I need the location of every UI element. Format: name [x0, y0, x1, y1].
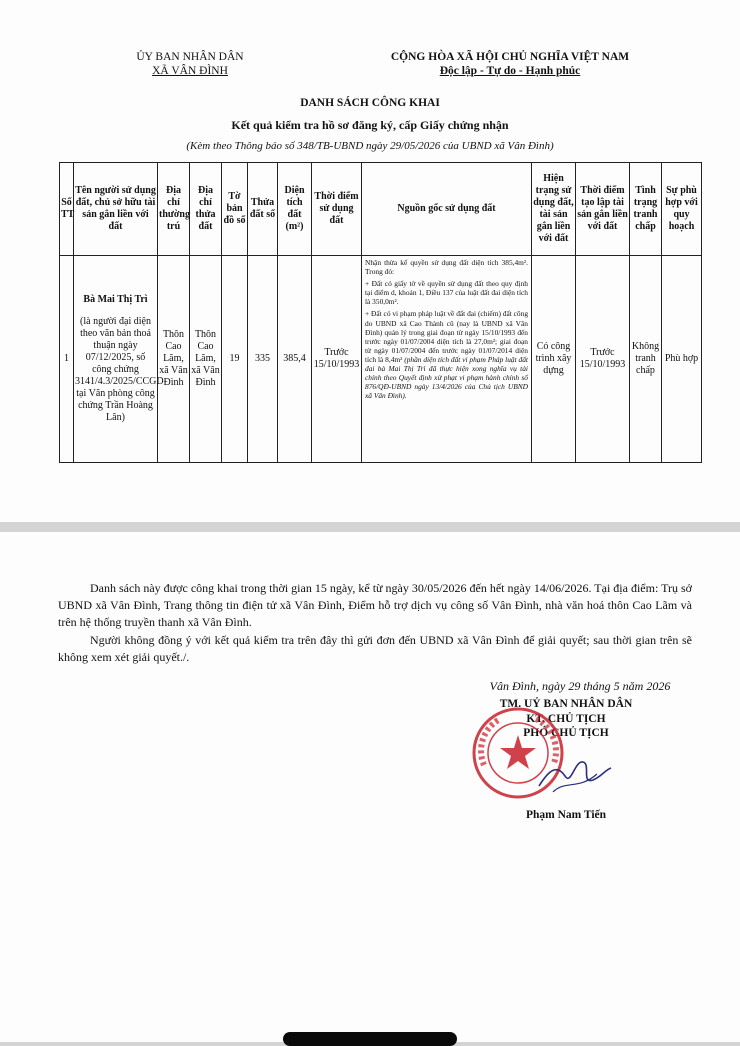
cell-area: 385,4 — [278, 256, 312, 463]
cell-stt: 1 — [60, 256, 74, 463]
body-paragraph-2: Người không đồng ý với kết quả kiểm tra trên đây thì gửi đơn đến UBND xã Vân Đình để giải quyết; sau thời gian trên sẽ không xem xét giải quyết./. — [58, 633, 692, 664]
document-reference: (Kèm theo Thông báo số 348/TB-UBND ngày 29/05/2026 của UBND xã Vân Đình) — [186, 140, 554, 152]
owner-name: Bà Mai Thị Trì — [83, 294, 148, 305]
national-header — [360, 50, 660, 78]
origin-para-1: Nhận thừa kế quyền sử dụng đất diện tích 385,4m². Trong đó: — [365, 258, 528, 277]
origin-para-3-note: (phần diện tích đất vi phạm Pháp luật đất đai bà Mai Thị Trì đã thực hiện xong nghĩa vụ tài chính theo Quyết định xử phạt vi phạm hành chính số 876/QĐ-UBND ngày 13/4/2026 của Chủ tịch UBND xã Vân Đình). — [365, 354, 528, 401]
document-title: DANH SÁCH CÔNG KHAI — [300, 97, 440, 109]
cell-address: Thôn Cao Lãm, xã Vân Đình — [158, 256, 190, 463]
cell-use-time: Trước 15/10/1993 — [312, 256, 362, 463]
agency-line2: XÃ VÂN ĐÌNH — [152, 65, 228, 77]
cell-origin — [362, 256, 532, 463]
national-title: CỘNG HÒA XÃ HỘI CHỦ NGHĨA VIỆT NAM — [390, 51, 630, 63]
cell-map-sheet: 19 — [222, 256, 248, 463]
table-row — [60, 256, 702, 463]
origin-para-3-text: + Đất có vi phạm pháp luật về đất đai (chiếm) đất công do UBND xã Cao Thành cũ (nay là UBND xã Vân Đình) quản lý trong giai đoạn từ ngày 15/10/1993 đến trước ngày 01/07/2004 diện tích là 27,0m²; giai đoạn từ ngày 01/07/2004 đến trước ngày 01/07/2014 diện tích là 8,4m² — [365, 309, 529, 364]
col-header-origin: Nguồn gốc sử dụng đất — [362, 163, 532, 256]
public-list-table — [59, 162, 702, 463]
cell-asset-time: Trước 15/10/1993 — [576, 256, 630, 463]
document-subtitle: Kết quả kiểm tra hồ sơ đăng ký, cấp Giấy chứng nhận — [231, 118, 509, 132]
col-header-use-time: Thời điểm sử dụng đất — [312, 163, 362, 256]
cell-planning: Phù hợp — [662, 256, 702, 463]
agency-header — [105, 50, 275, 78]
signer-name: Phạm Nam Tiến — [525, 809, 607, 821]
signer-role: PHÓ CHỦ TỊCH — [523, 727, 609, 739]
home-indicator[interactable] — [283, 1032, 457, 1046]
origin-para-2: + Đất có giấy tờ về quyền sử dụng đất theo quy định tại điểm d, khoản 1, Điều 137 của luật đất đai diện tích là 350,0m². — [365, 279, 528, 307]
owner-note: (là người đại diện theo văn bản thoả thuận ngày 07/12/2025, số công chứng 3141/4.3/2025/CCGD tại Văn phòng công chứng Trần Hoàng Lân) — [75, 316, 164, 423]
handwritten-signature-icon — [535, 750, 615, 800]
cell-status: Có công trình xây dựng — [532, 256, 576, 463]
col-header-area: Diện tích đất (m²) — [278, 163, 312, 256]
cell-parcel-no: 335 — [248, 256, 278, 463]
cell-dispute: Không tranh chấp — [630, 256, 662, 463]
col-header-dispute: Tình trạng tranh chấp — [630, 163, 662, 256]
cell-owner — [74, 256, 164, 463]
national-motto: Độc lập - Tự do - Hạnh phúc — [439, 65, 581, 77]
origin-para-3 — [365, 309, 528, 400]
col-header-asset-time: Thời điểm tạo lập tài sản gắn liền với đất — [576, 163, 630, 256]
document-page-1 — [0, 0, 740, 522]
col-header-stt: Số TT — [60, 163, 74, 256]
col-header-parcel-address: Địa chỉ thửa đất — [190, 163, 222, 256]
signer-kt: KT. CHỦ TỊCH — [526, 713, 606, 725]
col-header-address: Địa chỉ thường trú — [158, 163, 190, 256]
table-header-row — [60, 163, 702, 256]
agency-line1: ỦY BAN NHÂN DÂN — [136, 51, 244, 63]
col-header-map-sheet: Tờ bản đồ số — [222, 163, 248, 256]
cell-parcel-address: Thôn Cao Lãm, xã Vân Đình — [190, 256, 222, 463]
signer-org: TM. UỶ BAN NHÂN DÂN — [499, 698, 633, 710]
signing-date: Vân Đình, ngày 29 tháng 5 năm 2026 — [489, 679, 671, 693]
col-header-owner: Tên người sử dụng đất, chủ sở hữu tài sản gắn liền với đất — [74, 163, 158, 256]
col-header-status: Hiện trạng sử dụng đất, tài sản gắn liền với đất — [532, 163, 576, 256]
col-header-planning: Sự phù hợp với quy hoạch — [662, 163, 702, 256]
body-paragraph-1: Danh sách này được công khai trong thời gian 15 ngày, kể từ ngày 30/05/2026 đến hết ngày 14/06/2026. Tại địa điểm: Trụ sở UBND xã Vân Đình, Trang thông tin điện tử xã Vân Đình, Điểm hỗ trợ dịch vụ công số Vân Đình, nhà văn hoá thôn Cao Lãm và trên hệ thống truyền thanh xã Vân Đình. — [58, 581, 692, 629]
col-header-parcel-no: Thửa đất số — [248, 163, 278, 256]
